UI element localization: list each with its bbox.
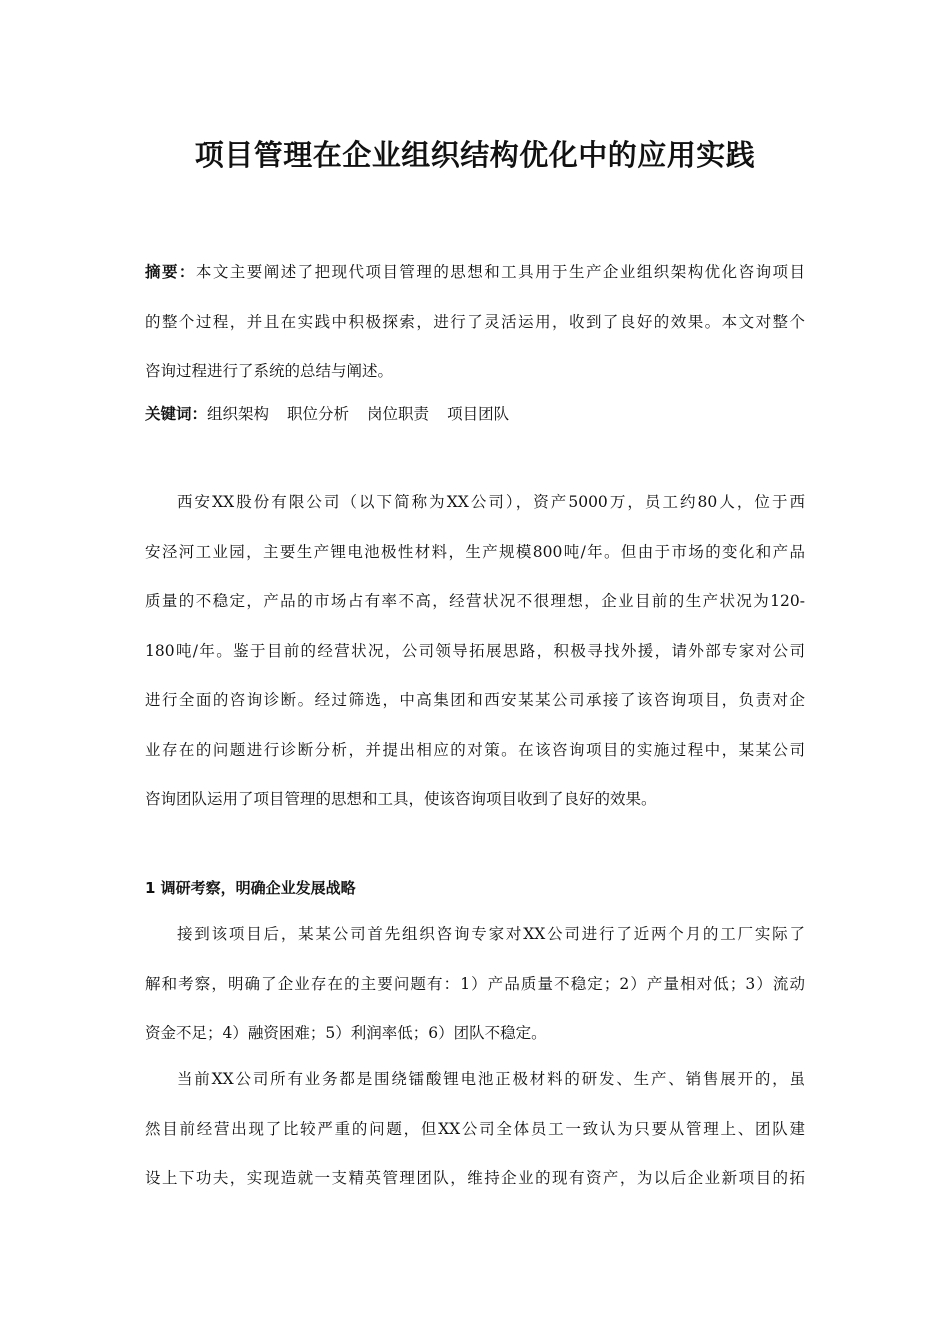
section-1-heading: 1 调研考察，明确企业发展战略 [145,879,356,897]
abstract-line-1 [145,264,805,280]
intro-line: 安泾河工业园，主要生产锂电池极性材料，生产规模800吨/年。但由于市场的变化和产品 [145,543,805,561]
paragraph-line: 解和考察，明确了企业存在的主要问题有：1）产品质量不稳定；2）产量相对低；3）流动 [145,975,805,993]
keywords-label: 关键词： [145,405,208,423]
paragraph-line: 设上下功夫，实现造就一支精英管理团队，维持企业的现有资产，为以后企业新项目的拓 [145,1169,805,1187]
intro-line: 咨询团队运用了项目管理的思想和工具，使该咨询项目收到了良好的效果。 [145,790,657,808]
keyword-item: 职位分析 [287,405,350,423]
intro-line: 进行全面的咨询诊断。经过筛选，中高集团和西安某某公司承接了该咨询项目，负责对企 [145,691,805,709]
intro-line: 180吨/年。鉴于目前的经营状况，公司领导拓展思路，积极寻找外援，请外部专家对公司 [145,642,805,660]
abstract-text-1: 本文主要阐述了把现代项目管理的思想和工具用于生产企业组织架构优化咨询项目 [195,263,805,281]
keyword-item: 岗位职责 [367,405,430,423]
page-title: 项目管理在企业组织结构优化中的应用实践 [194,138,756,172]
keyword-item: 项目团队 [447,405,510,423]
paragraph-line: 接到该项目后，某某公司首先组织咨询专家对XX公司进行了近两个月的工厂实际了 [177,925,805,943]
keywords-line [145,406,509,422]
paragraph-line: 资金不足；4）融资困难；5）利润率低；6）团队不稳定。 [145,1024,547,1042]
abstract-line-2: 的整个过程，并且在实践中积极探索，进行了灵活运用，收到了良好的效果。本文对整个 [145,313,805,331]
abstract-label: 摘要： [145,263,196,281]
paragraph-line: 当前XX公司所有业务都是围绕镭酸锂电池正极材料的研发、生产、销售展开的，虽 [177,1070,805,1088]
paragraph-line: 然目前经营出现了比较严重的问题，但XX公司全体员工一致认为只要从管理上、团队建 [145,1120,805,1138]
intro-line: 质量的不稳定，产品的市场占有率不高，经营状况不很理想，企业目前的生产状况为120- [145,592,805,610]
abstract-line-3: 咨询过程进行了系统的总结与阐述。 [145,362,394,380]
intro-line: 西安XX股份有限公司（以下简称为XX公司），资产5000万，员工约80人，位于西 [177,493,805,511]
intro-line: 业存在的问题进行诊断分析，并提出相应的对策。在该咨询项目的实施过程中，某某公司 [145,741,805,759]
keyword-item: 组织架构 [207,405,270,423]
